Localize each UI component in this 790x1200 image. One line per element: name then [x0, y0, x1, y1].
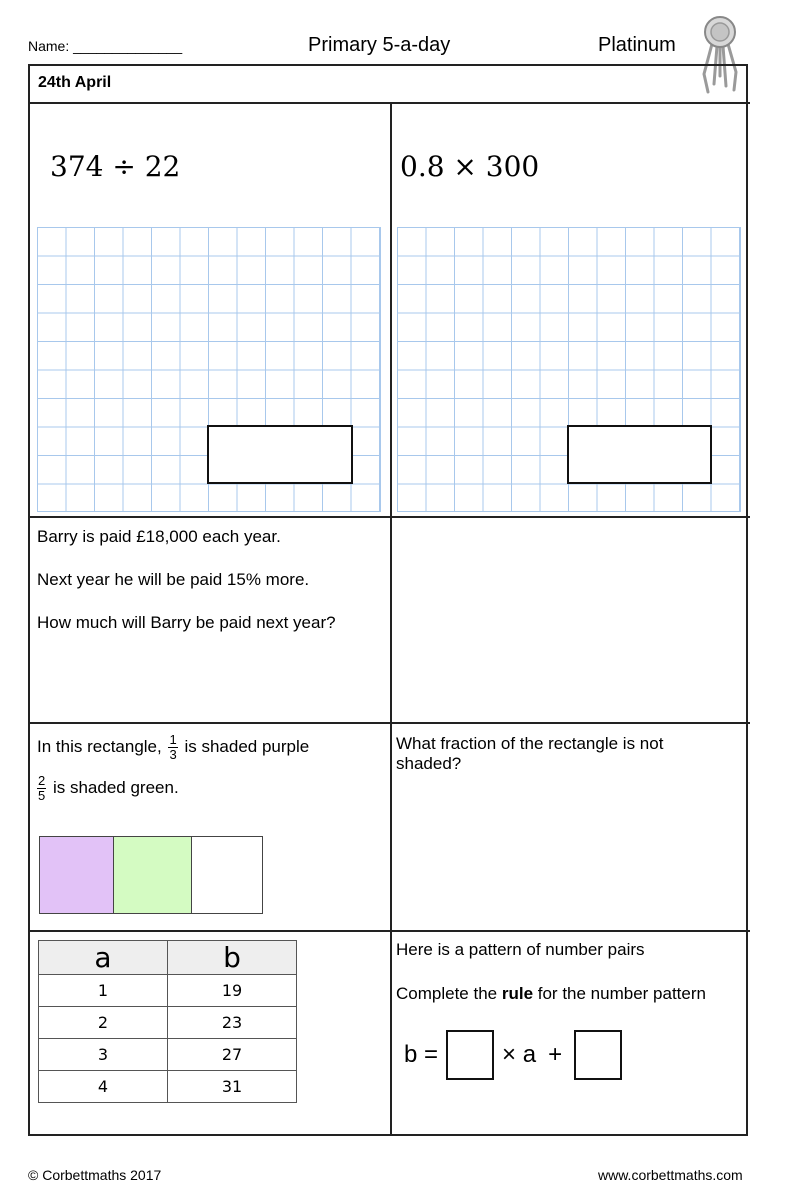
multiplier-answer-box[interactable] [446, 1030, 494, 1080]
cell-a: 2 [39, 1007, 168, 1039]
q4-line-2 [37, 774, 179, 803]
cell-b: 31 [168, 1071, 297, 1103]
q3-line-3: How much will Barry be paid next year? [37, 613, 336, 632]
q1-answer-box[interactable] [207, 425, 353, 484]
q5-line-2: Complete the rule for the number pattern [396, 984, 706, 1003]
table-row [39, 1039, 297, 1071]
table-row [39, 1007, 297, 1039]
cell-a: 3 [39, 1039, 168, 1071]
shaded-rectangle [39, 836, 263, 914]
green-section [113, 836, 193, 914]
constant-answer-box[interactable] [574, 1030, 622, 1080]
fraction-two-fifths: $\frac{2}{5}$ [38, 773, 46, 803]
q3-answer-space[interactable] [392, 518, 744, 718]
unshaded-section [191, 836, 263, 914]
rule-times-a: × a [502, 1041, 537, 1068]
rule-b-equals: b = [404, 1041, 439, 1068]
q3-line-2: Next year he will be paid 15% more. [37, 570, 310, 589]
q4-green-text: is shaded green. [52, 777, 179, 797]
table-row [39, 1071, 297, 1103]
q3-line-1: Barry is paid £18,000 each year. [37, 527, 281, 546]
fraction-one-third: $\frac{1}{3}$ [169, 732, 177, 762]
date-label: 24th April [38, 74, 112, 91]
cell-b: 19 [168, 975, 297, 1007]
column-header-b: b [168, 941, 297, 975]
page-title: Primary 5-a-day [308, 34, 451, 56]
number-pairs-table [38, 940, 297, 1103]
q1-expression: 374 ÷ 22 [50, 150, 181, 183]
name-label: Name: ______________ [28, 38, 183, 54]
cell-a: 1 [39, 975, 168, 1007]
q5-line-1: Here is a pattern of number pairs [396, 940, 645, 959]
cell-b: 23 [168, 1007, 297, 1039]
column-header-a: a [39, 941, 168, 975]
rule-equation [404, 1029, 622, 1081]
q4-line-1 [37, 733, 309, 762]
website-link[interactable]: www.corbettmaths.com [598, 1167, 743, 1183]
q4-intro: In this rectangle, [37, 736, 162, 756]
level-label: Platinum [598, 34, 676, 56]
q4-purple-text: is shaded purple [184, 736, 310, 756]
q4-question: What fraction of the rectangle is not shaded? [396, 734, 664, 773]
rule-plus: + [548, 1041, 563, 1068]
q2-answer-box[interactable] [567, 425, 712, 484]
cell-b: 27 [168, 1039, 297, 1071]
cell-a: 4 [39, 1071, 168, 1103]
copyright: © Corbettmaths 2017 [28, 1167, 162, 1183]
q2-expression: 0.8 × 300 [400, 150, 540, 183]
table-row [39, 975, 297, 1007]
purple-section [39, 836, 115, 914]
